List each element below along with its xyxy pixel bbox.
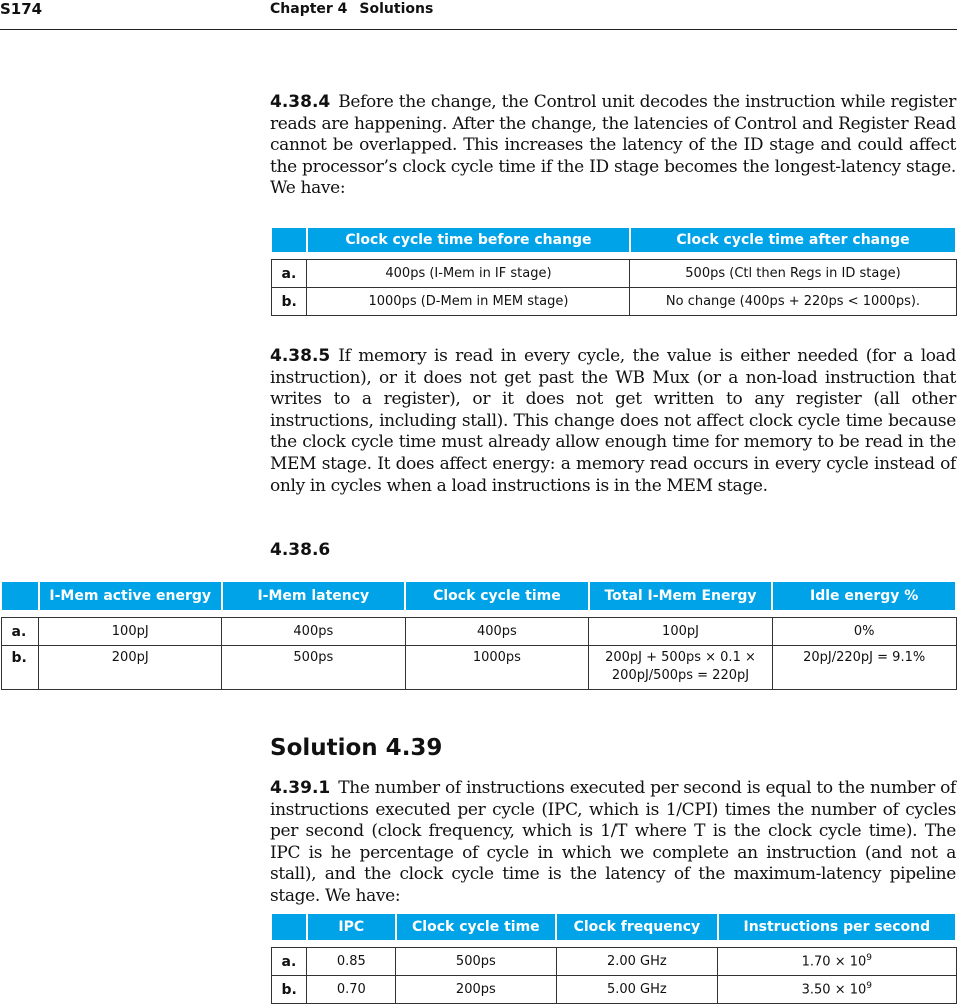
table-header-row [1, 581, 956, 611]
table-cell: 20pJ/220pJ = 9.1% [772, 646, 956, 690]
table-cell: 500ps [222, 646, 406, 690]
table-4-38-6 [0, 580, 957, 690]
column-header [271, 913, 307, 941]
table-cell: 500ps (Ctl then Regs in ID stage) [630, 260, 956, 288]
column-header [271, 227, 307, 253]
table-cell: 100pJ [589, 618, 773, 646]
table-4-38-4 [270, 226, 957, 316]
section-number: 4.39.1 [270, 778, 331, 798]
table-cell: 400ps (I-Mem in IF stage) [307, 260, 630, 288]
column-header: Idle energy % [772, 581, 956, 611]
table-cell: 1000ps (D-Mem in MEM stage) [307, 288, 630, 316]
table-row [271, 948, 956, 976]
row-label: b. [1, 646, 39, 690]
table-header-row [271, 913, 956, 941]
table-row [1, 618, 956, 646]
exponent: 9 [866, 981, 873, 992]
table-cell: 0.85 [307, 948, 396, 976]
table-header-row [271, 227, 956, 253]
column-header: Clock cycle time [405, 581, 589, 611]
ips-value: 1.70 × 10 [801, 954, 867, 970]
table-row [1, 646, 956, 690]
column-header: Clock cycle time [396, 913, 556, 941]
paragraph-4-38-4 [270, 92, 956, 200]
table-cell: No change (400ps + 220ps < 1000ps). [630, 288, 956, 316]
running-head [270, 1, 433, 17]
chapter-label: Chapter 4 [270, 1, 348, 17]
table-cell: 0.70 [307, 976, 396, 1004]
table-row [271, 288, 956, 316]
column-header: Clock cycle time after change [630, 227, 956, 253]
paragraph-4-38-5 [270, 346, 956, 497]
column-header: Clock frequency [556, 913, 718, 941]
row-label: a. [271, 948, 307, 976]
column-header [1, 581, 39, 611]
page-number: S174 [0, 0, 43, 18]
column-header: Clock cycle time before change [307, 227, 630, 253]
page-header [0, 0, 957, 30]
solution-heading: Solution 4.39 [270, 735, 443, 761]
table-cell: 400ps [222, 618, 406, 646]
table-cell: 100pJ [39, 618, 222, 646]
table-cell: 2.00 GHz [556, 948, 718, 976]
paragraph-text: The number of instructions executed per second is equal to the number of instructions executed per cycle (IPC, which is 1/CPI) times the number of cycles per second (clock frequency, which is 1/T where T is the clock cycle time). The IPC is he percentage of cycle in which we complete an instruction (and not a stall), and the clock cycle time is the latency of the maximum-latency pipeline stage. We have: [270, 778, 956, 906]
table-cell [718, 976, 956, 1004]
table-cell: 200pJ [39, 646, 222, 690]
column-header: Instructions per second [718, 913, 956, 941]
ips-value: 3.50 × 10 [801, 982, 867, 998]
column-header: I-Mem active energy [39, 581, 222, 611]
section-heading-4-38-6: 4.38.6 [270, 540, 331, 560]
paragraph-text: Before the change, the Control unit decodes the instruction while register reads are happening. After the change, the latencies of Control and Register Read cannot be overlapped. This increases the latency of the ID stage and could affect the processor’s clock cycle time if the ID stage becomes the longest-latency stage. We have: [270, 92, 956, 199]
row-label: a. [1, 618, 39, 646]
energy-line-1: 200pJ + 500ps × 0.1 × [605, 650, 756, 665]
table-4-39-1 [270, 912, 957, 1004]
table-cell: 500ps [396, 948, 556, 976]
row-label: b. [271, 976, 307, 1004]
section-number: 4.38.5 [270, 346, 331, 366]
paragraph-4-39-1 [270, 778, 956, 908]
table-cell: 1000ps [405, 646, 589, 690]
row-label: a. [271, 260, 307, 288]
table-cell [718, 948, 956, 976]
section-number: 4.38.4 [270, 92, 331, 112]
row-label: b. [271, 288, 307, 316]
table-cell [589, 646, 773, 690]
energy-line-2: 200pJ/500ps = 220pJ [611, 668, 750, 683]
table-cell: 400ps [405, 618, 589, 646]
chapter-title: Solutions [359, 1, 434, 17]
table-row [271, 260, 956, 288]
column-header: I-Mem latency [222, 581, 406, 611]
table-cell: 5.00 GHz [556, 976, 718, 1004]
column-header: Total I-Mem Energy [589, 581, 773, 611]
exponent: 9 [866, 953, 873, 964]
table-row [271, 976, 956, 1004]
column-header: IPC [307, 913, 396, 941]
table-cell: 200ps [396, 976, 556, 1004]
paragraph-text: If memory is read in every cycle, the value is either needed (for a load instruction), or it does not get past the WB Mux (or a non-load instruction that writes to a register), or it does not get written to any register (all other instructions, including stall). This change does not affect clock cycle time because the clock cycle time must already allow enough time for memory to be read in the MEM stage. It does affect energy: a memory read occurs in every cycle instead of only in cycles when a load instructions is in the MEM stage. [270, 346, 956, 496]
table-cell: 0% [772, 618, 956, 646]
